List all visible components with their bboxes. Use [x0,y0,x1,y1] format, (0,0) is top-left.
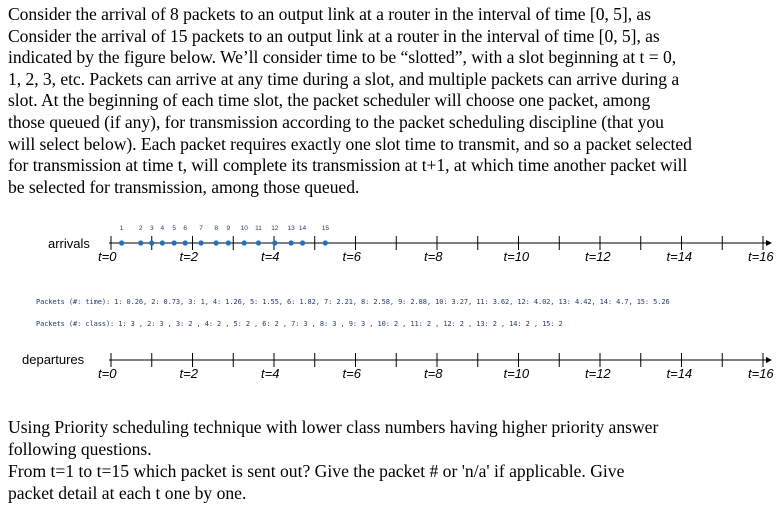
packet-number-label: 15 [321,225,329,232]
arrivals-tick-label: t=12 [585,249,611,264]
packet-number-label: 11 [255,225,262,232]
packet-number-label: 10 [240,225,248,232]
task-line-4: packet detail at each t one by one. [8,483,247,503]
packet-arrival-marker [214,240,219,245]
packets-time-list: Packets (#: time): 1: 0.26, 2: 0.73, 3: 1, 4: 1.26, 5: 1.55, 6: 1.82, 7: 2.21, 8: 2.58, 9: 2.88, 10: 3.27, 11: 3.62, 12: 4.02, 13: 4.42, 14: 4.7, 15: 5.26 [36,298,670,306]
arrivals-label: arrivals [48,236,90,251]
intro-line-4: 1, 2, 3, etc. Packets can arrive at any time during a slot, and multiple packets can arrive during a [8,68,680,89]
arrivals-timeline [48,225,774,264]
packet-arrival-marker [289,240,294,245]
task-line-3: From t=1 to t=15 which packet is sent out? Give the packet # or 'n/a' if applicable. Give [8,461,625,481]
departures-tick-label: t=10 [503,366,530,381]
departures-tick-label: t=6 [342,366,361,381]
departures-timeline [22,352,774,381]
packet-number-label: 13 [287,225,295,232]
arrivals-tick-label: t=6 [342,249,361,264]
question-intro [8,4,778,198]
packet-arrival-marker [172,240,177,245]
departures-tick-label: t=2 [179,366,198,381]
arrivals-tick-label: t=4 [261,249,280,264]
packet-arrival-marker [256,240,261,245]
arrivals-tick-label: t=8 [424,249,443,264]
packet-number-label: 1 [119,225,124,232]
task-line-2: following questions. [8,439,152,459]
packet-number-label: 14 [298,225,307,232]
departures-tick-label: t=12 [585,366,611,381]
intro-line-5: slot. At the beginning of each time slot, the packet scheduler will choose one packet, among [8,90,651,111]
packets-class-list: Packets (#: class): 1: 3 , 2: 3 , 3: 2 , 4: 2 , 5: 2 , 6: 2 , 7: 3 , 8: 3 , 9: 3 , 10: 2 , 11: 2 , 12: 2 , 13: 2 , 14: 2 , 15: 2 [36,320,563,328]
departures-tick-label: t=0 [98,366,117,381]
arrivals-tick-label: t=16 [748,249,774,264]
packet-arrival-marker [323,240,328,245]
intro-line-2: Consider the arrival of 15 packets to an output link at a router in the interval of time [0, 5], as [8,25,660,46]
intro-line-9: be selected for transmission, among those queued. [8,176,360,197]
packet-number-label: 3 [149,225,154,232]
packet-arrival-marker [272,240,277,245]
departures-axis-arrow [766,357,772,363]
packet-number-label: 2 [138,225,143,232]
packet-arrival-marker [160,240,165,245]
packet-arrival-marker [300,240,305,245]
packet-number-label: 5 [172,225,176,232]
arrivals-tick-label: t=2 [179,249,198,264]
packet-arrival-marker [198,240,203,245]
arrivals-tick-label: t=0 [98,249,117,264]
question-task [8,416,778,504]
packet-arrival-marker [183,240,188,245]
departures-tick-label: t=8 [424,366,443,381]
intro-line-7: will select below). Each packet requires exactly one slot time to transmit, and so a packet selected [8,133,692,154]
packet-arrival-marker [149,240,154,245]
intro-line-8: for transmission at time t, will complete its transmission at t+1, at which time another packet will [8,155,688,176]
departures-label: departures [22,352,85,367]
departures-tick-label: t=16 [748,366,774,381]
packet-number-label: 4 [160,225,165,232]
packet-arrival-marker [138,240,143,245]
departures-tick-label: t=4 [261,366,280,381]
packet-number-label: 8 [214,225,218,232]
intro-line-1: Consider the arrival of 8 packets to an output link at a router in the interval of time [0, 5], as [8,4,651,24]
packet-arrival-marker [226,240,231,245]
packet-arrival-marker [242,240,247,245]
departures-tick-label: t=14 [666,366,693,381]
packet-number-label: 9 [226,225,231,232]
packet-number-label: 12 [271,225,279,232]
intro-line-3: indicated by the figure below. We’ll consider time to be “slotted”, with a slot beginning at t = 0, [8,47,677,68]
arrivals-axis-arrow [766,240,772,246]
arrivals-tick-label: t=10 [503,249,530,264]
arrivals-tick-label: t=14 [666,249,693,264]
packet-number-label: 7 [199,225,203,232]
packet-arrival-marker [119,240,124,245]
packet-number-label: 6 [183,225,187,232]
intro-line-6: those queued (if any), for transmission according to the packet scheduling discipline (that you [8,111,664,132]
task-line-1: Using Priority scheduling technique with lower class numbers having higher priority answer [8,417,659,437]
